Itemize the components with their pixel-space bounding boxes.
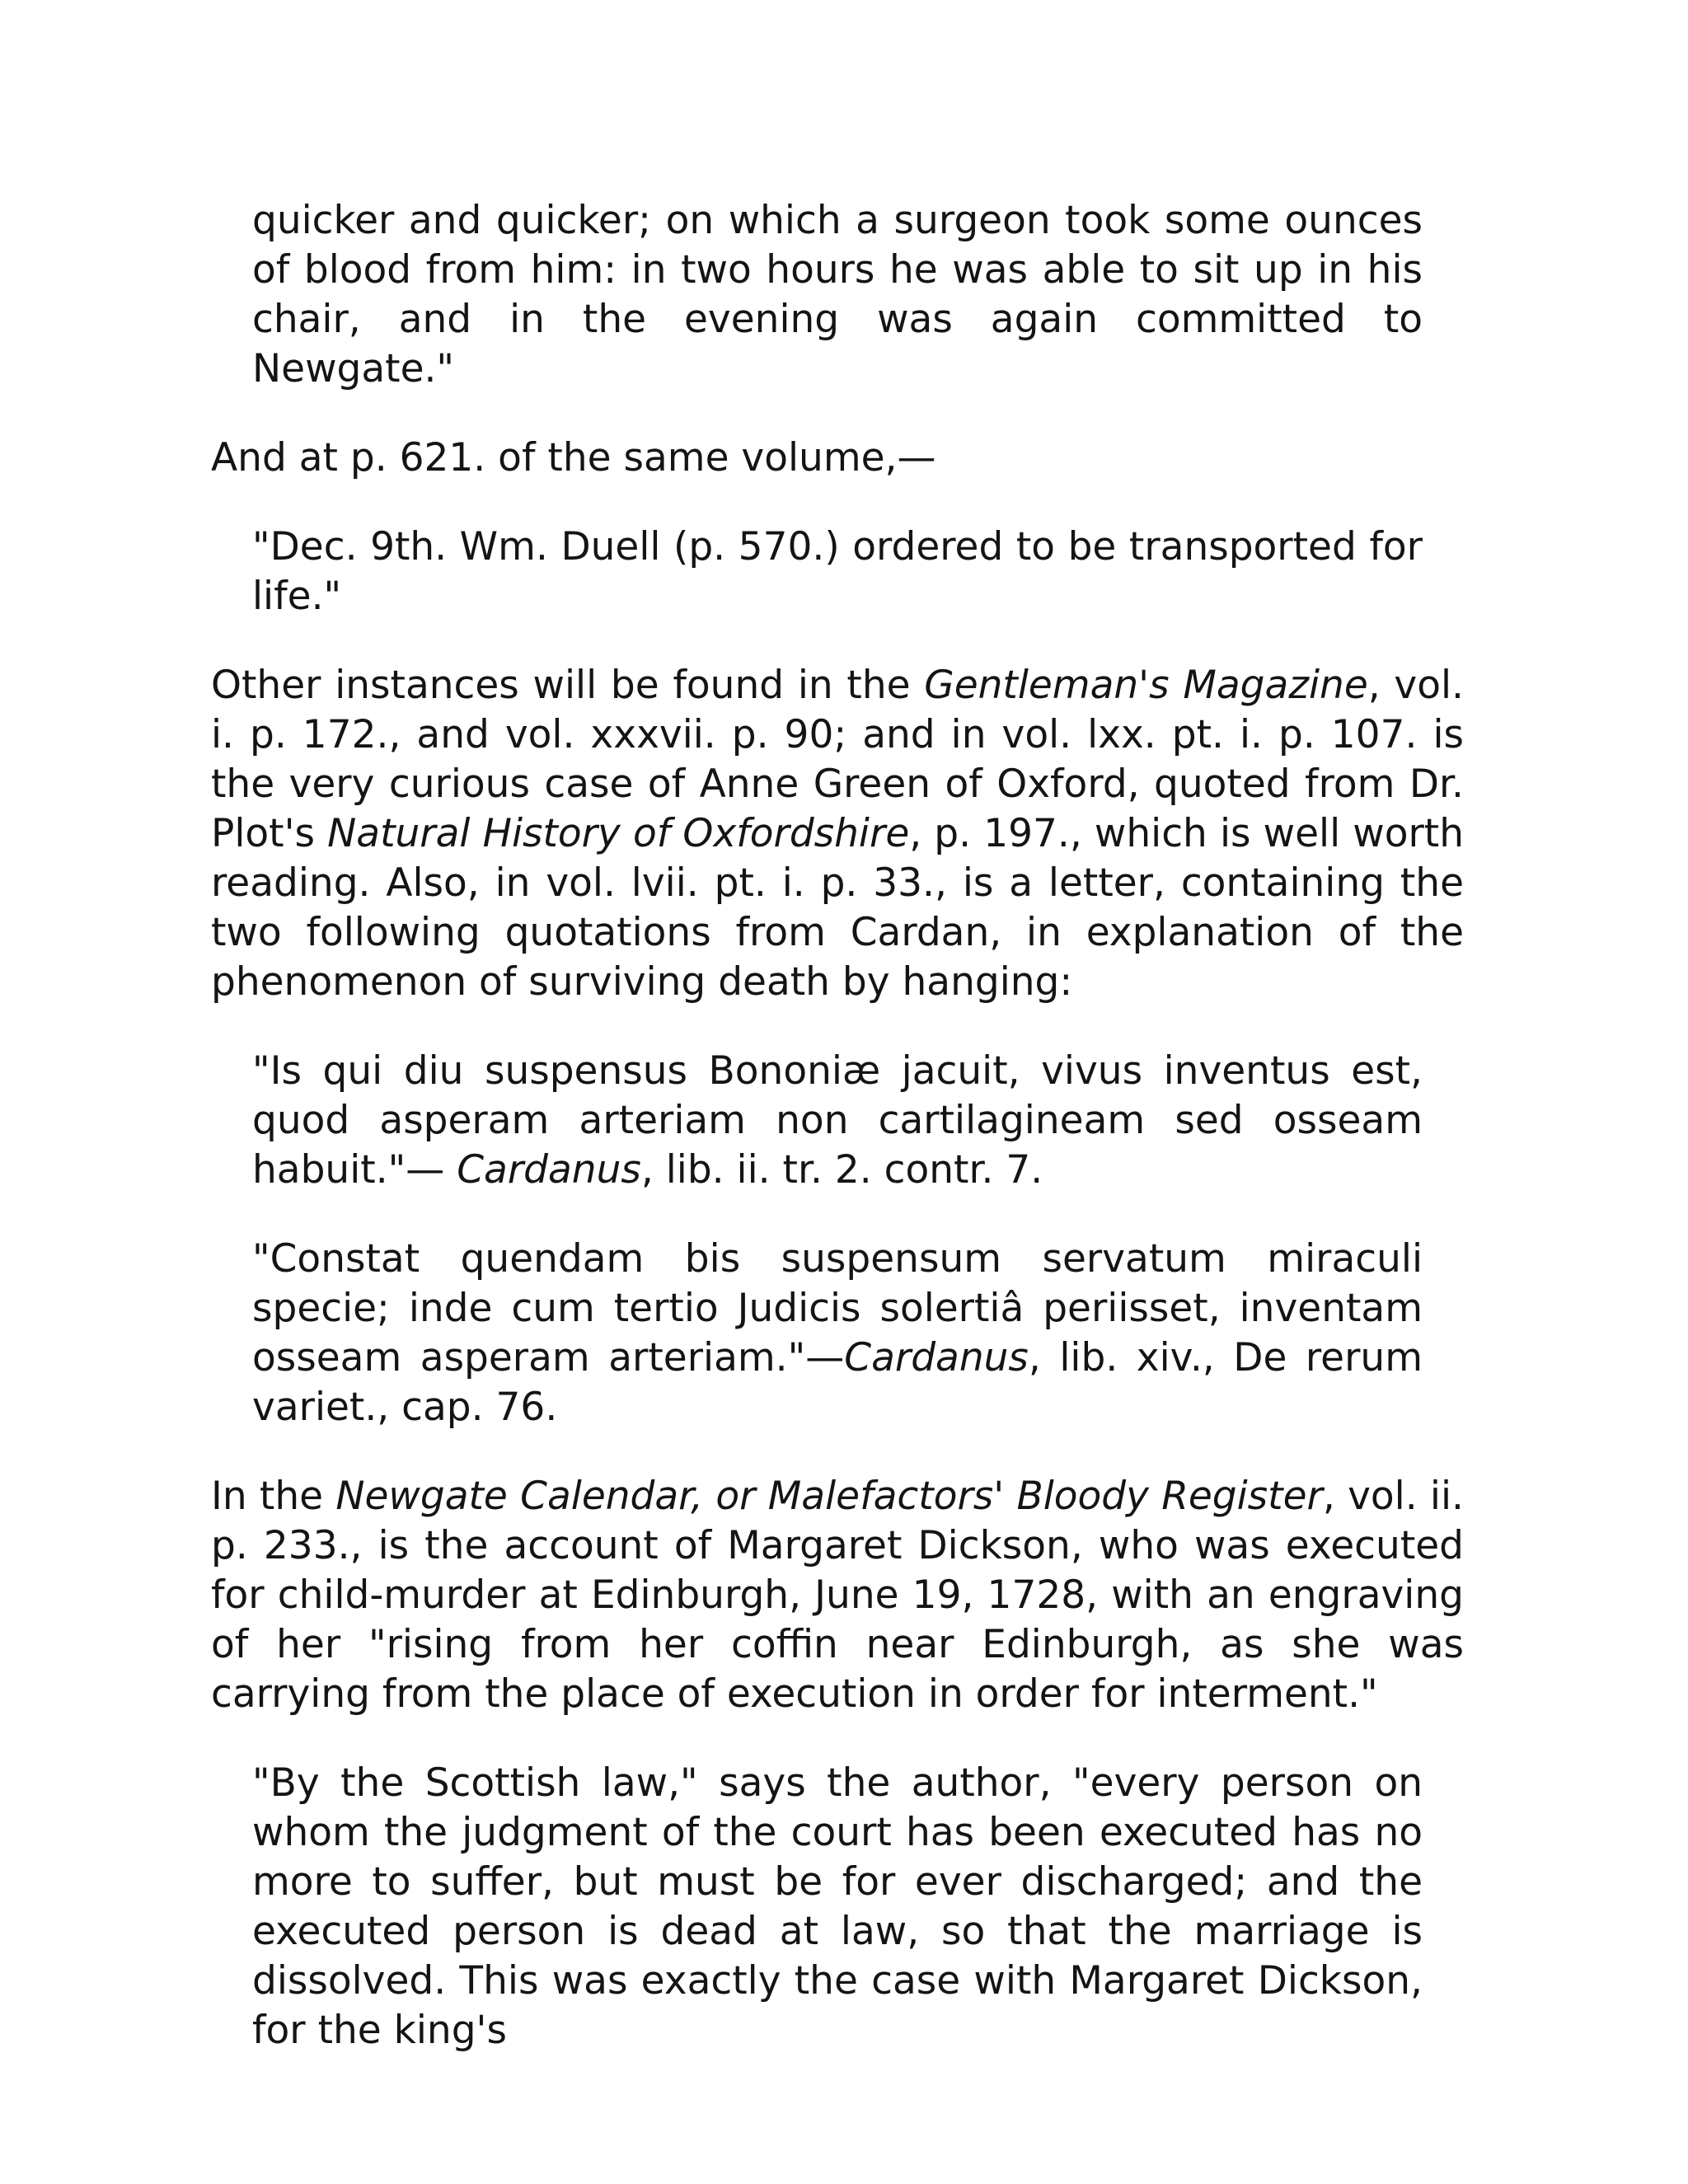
author-citation: Cardanus — [457, 1147, 641, 1193]
paragraph: And at p. 621. of the same volume,— — [211, 435, 936, 480]
author-citation: Cardanus — [844, 1335, 1029, 1380]
book-title: Newgate Calendar, or Malefactors' Bloody Register — [335, 1474, 1323, 1519]
paragraph: Other instances will be found in the Gentleman's Magazine, vol. i. p. 172., and vol. xxxvii. p. 90; and in vol. lxx. pt. i. p. 107. is the very curious case of Anne Green of Oxford, quoted from Dr. Plot's Natural History of Oxfordshire, p. 197., which is well worth reading. Also, in vol. lvii. pt. i. p. 33., is a letter, containing the two following quotations from Cardan, in explanation of the phenomenon of surviving death by hanging: — [211, 663, 1464, 1005]
blockquote: "Is qui diu suspensus Bononiæ jacuit, vivus inventus est, quod asperam arteriam non cartilagineam sed osseam habuit."— Cardanus, lib. ii. tr. 2. contr. 7. — [252, 1048, 1423, 1193]
blockquote: quicker and quicker; on which a surgeon took some ounces of blood from him: in two hours he was able to sit up in his chair, and in the evening was again committed to Newgate." — [252, 198, 1423, 391]
blockquote: "Constat quendam bis suspensum servatum miraculi specie; inde cum tertio Judicis solertiâ periisset, inventam osseam asperam arteriam."—Cardanus, lib. xiv., De rerum variet., cap. 76. — [252, 1236, 1423, 1430]
blockquote: "Dec. 9th. Wm. Duell (p. 570.) ordered to be transported for life." — [252, 524, 1423, 619]
blockquote: "By the Scottish law," says the author, "every person on whom the judgment of the court has been executed has no more to suffer, but must be for ever discharged; and the executed person is dead at law, so that the marriage is dissolved. This was exactly the case with Margaret Dickson, for the king's — [252, 1760, 1423, 2053]
paragraph: In the Newgate Calendar, or Malefactors' Bloody Register, vol. ii. p. 233., is the account of Margaret Dickson, who was executed for child-murder at Edinburgh, June 19, 1728, with an engraving of her "rising from her coffin near Edinburgh, as she was carrying from the place of execution in order for interment." — [211, 1474, 1464, 1717]
book-title: Gentleman's Magazine — [924, 663, 1368, 708]
page-body — [211, 196, 1464, 2055]
book-title: Natural History of Oxfordshire — [327, 811, 910, 856]
